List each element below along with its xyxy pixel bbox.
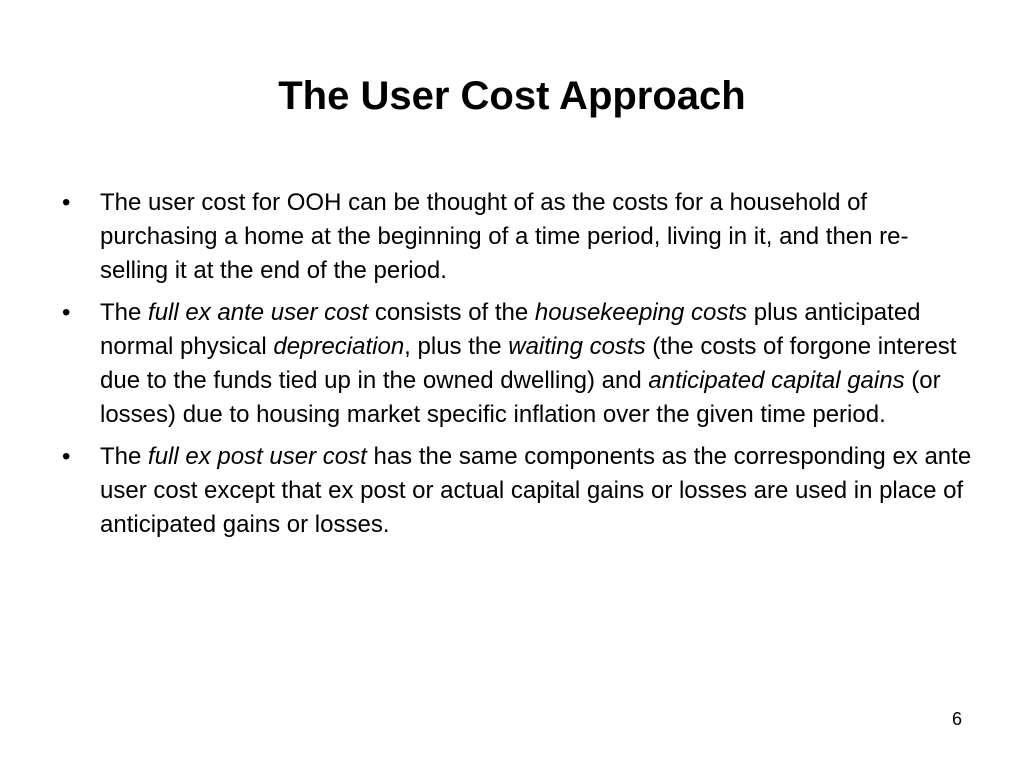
bullet-text-segment: The xyxy=(100,299,149,326)
bullet-item-ex-post-user-cost xyxy=(56,440,976,542)
bullet-text-segment: plus anticipated normal physical xyxy=(100,299,921,360)
term-waiting-costs: waiting costs xyxy=(508,333,646,360)
bullet-icon: • xyxy=(62,299,71,326)
bullet-text-segment: , plus the xyxy=(404,333,509,360)
bullet-icon: • xyxy=(62,443,71,470)
bullet-text xyxy=(100,189,909,284)
bullet-list xyxy=(56,186,976,550)
bullet-text-segment: consists of the xyxy=(368,299,535,326)
term-anticipated-capital-gains: anticipated capital gains xyxy=(648,367,905,394)
bullet-text-segment: (or losses) due to housing market specific inflation over the given time period. xyxy=(100,367,941,428)
page-number: 6 xyxy=(951,709,962,729)
bullet-item-user-cost-definition xyxy=(56,186,976,288)
bullet-item-ex-ante-user-cost xyxy=(56,296,976,432)
bullet-text-segment: (the costs of forgone interest due to the funds tied up in the owned dwelling) and xyxy=(100,333,957,394)
term-depreciation: depreciation xyxy=(273,333,405,360)
term-housekeeping-costs: housekeeping costs xyxy=(534,299,748,326)
bullet-icon: • xyxy=(62,189,71,216)
slide-title: The User Cost Approach xyxy=(278,74,746,118)
bullet-text-segment: The xyxy=(100,443,149,470)
term-full-ex-ante-user-cost: full ex ante user cost xyxy=(148,299,369,326)
bullet-text xyxy=(100,443,971,538)
bullet-text-segment: has the same components as the corresponding ex ante user cost except that ex post or actual capital gains or losses are used in place of anticipated gains or losses. xyxy=(100,443,972,538)
term-full-ex-post-user-cost: full ex post user cost xyxy=(148,443,367,470)
bullet-text xyxy=(100,299,956,428)
bullet-text-segment: The user cost for OOH can be thought of as the costs for a household of purchasing a home at the beginning of a time period, living in it, and then re-selling it at the end of the period. xyxy=(100,189,909,284)
